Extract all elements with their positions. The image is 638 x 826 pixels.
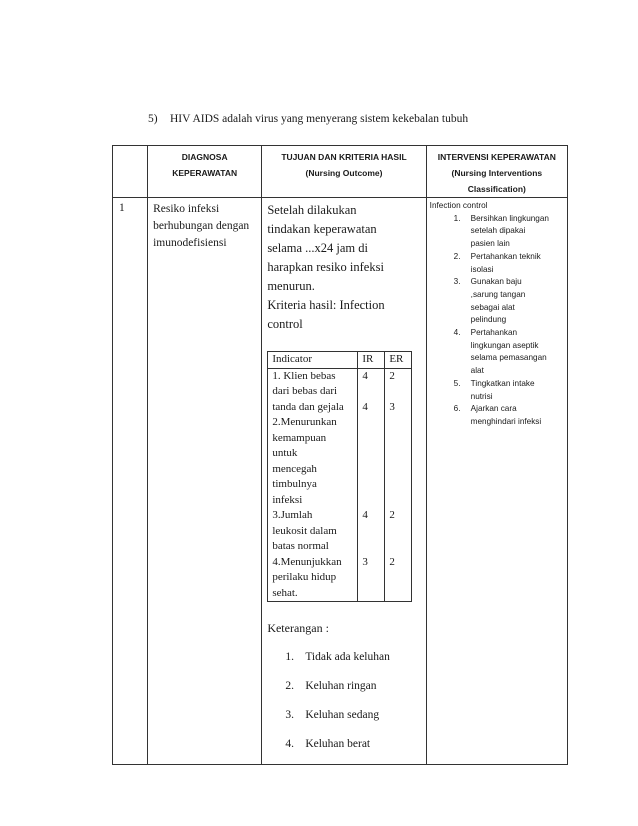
- indicator-line: untuk: [272, 447, 298, 459]
- diagnosa-line: Resiko infeksi: [153, 203, 220, 215]
- heading-text: HIV AIDS adalah virus yang menyerang sistem kekebalan tubuh: [170, 113, 469, 125]
- list-item: 2. Keluhan ringan: [285, 680, 377, 692]
- tujuan-line: selama ...x24 jam di: [267, 241, 368, 255]
- list-item: 3. Gunakan baju ,sarung tangan sebagai alat pelindung: [453, 277, 526, 325]
- indicator-line: timbulnya: [272, 478, 317, 490]
- header-diagnosa-line2: KEPERAWATAN: [172, 168, 238, 178]
- tujuan-line: Kriteria hasil: Infection: [267, 298, 385, 312]
- list-item: 1. Tidak ada keluhan: [285, 651, 390, 663]
- keterangan-list: [267, 648, 421, 764]
- indicator-line: 3.Jumlah: [272, 509, 313, 521]
- indicator-table: [267, 351, 412, 602]
- diagnosa-line: berhubungan dengan: [153, 220, 250, 232]
- er-value: 2: [389, 369, 395, 382]
- intervensi-cell: [426, 198, 567, 765]
- indicator-line: sehat.: [272, 586, 298, 599]
- indicator-row: [268, 508, 412, 555]
- ir-value: 4: [362, 369, 368, 382]
- indicator-line: mencegah: [272, 462, 317, 475]
- list-item: 4. Pertahankan lingkungan aseptik selama pemasangan alat: [453, 328, 547, 376]
- indicator-line: leukosit dalam: [272, 524, 337, 537]
- er-header: ER: [385, 352, 412, 369]
- indicator-line: perilaku hidup: [272, 571, 337, 583]
- list-item: 2. Pertahankan teknik isolasi: [453, 251, 541, 274]
- header-intervensi: [426, 146, 567, 198]
- list-item: 5. Tingkatkan intake nutrisi: [453, 378, 535, 401]
- tujuan-line: menurun.: [267, 279, 315, 293]
- header-intervensi-line3: Classification): [467, 184, 526, 194]
- tujuan-cell: [262, 198, 426, 765]
- section-heading: [148, 113, 468, 125]
- indicator-header-row: [268, 352, 412, 369]
- heading-number: 5): [148, 113, 158, 125]
- header-intervensi-line1: INTERVENSI KEPERAWATAN: [437, 152, 556, 162]
- nursing-care-table: [112, 145, 568, 765]
- indicator-line: dari bebas dari: [272, 385, 338, 397]
- header-tujuan-line1: TUJUAN DAN KRITERIA HASIL: [281, 152, 407, 162]
- indicator-row: [268, 368, 412, 415]
- list-item: 6. Ajarkan cara menghindari infeksi: [453, 404, 542, 426]
- intervensi-list: [430, 213, 565, 429]
- header-no: [113, 146, 148, 198]
- indicator-row: [268, 555, 412, 602]
- header-tujuan: [262, 146, 426, 198]
- keterangan-label: Keterangan :: [267, 621, 329, 635]
- header-diagnosa: [148, 146, 262, 198]
- indicator-line: batas normal: [272, 540, 329, 552]
- indicator-line: 1. Klien bebas: [272, 369, 336, 382]
- list-item: 3. Keluhan sedang: [285, 709, 380, 721]
- indicator-row: [268, 415, 412, 508]
- tujuan-line: Setelah dilakukan: [267, 203, 357, 217]
- er-value: [389, 384, 411, 400]
- indicator-line: 4.Menunjukkan: [272, 555, 342, 568]
- list-item: 4. Keluhan berat: [285, 738, 371, 750]
- table-row: [113, 198, 568, 765]
- ir-value: 3: [362, 555, 368, 568]
- list-item: 1. Bersihkan lingkungan setelah dipakai pasien lain: [453, 213, 549, 249]
- indicator-line: infeksi: [272, 493, 303, 506]
- indicator-line: tanda dan gejala: [272, 400, 344, 413]
- diagnosa-cell: [148, 198, 262, 765]
- tujuan-line: harapkan resiko infeksi: [267, 260, 384, 274]
- intervensi-title: Infection control: [429, 201, 488, 210]
- ir-value: 4: [362, 400, 368, 413]
- row-number: 1: [113, 198, 148, 765]
- indicator-line: kemampuan: [272, 431, 327, 444]
- er-value: 2: [389, 509, 395, 521]
- er-value: 3: [389, 400, 395, 413]
- header-tujuan-line2: (Nursing Outcome): [305, 168, 383, 178]
- er-value: 2: [389, 555, 395, 568]
- table-header-row: [113, 146, 568, 198]
- header-intervensi-line2: (Nursing Interventions: [451, 168, 543, 178]
- ir-value: 4: [362, 509, 368, 521]
- tujuan-line: tindakan keperawatan: [267, 222, 377, 236]
- header-diagnosa-line1: DIAGNOSA: [181, 152, 228, 162]
- indicator-line: 2.Menurunkan: [272, 416, 337, 428]
- indicator-header: Indicator: [268, 352, 358, 369]
- ir-header: IR: [358, 352, 385, 369]
- ir-value: [362, 384, 384, 400]
- diagnosa-line: imunodefisiensi: [153, 237, 227, 249]
- tujuan-line: control: [267, 317, 303, 331]
